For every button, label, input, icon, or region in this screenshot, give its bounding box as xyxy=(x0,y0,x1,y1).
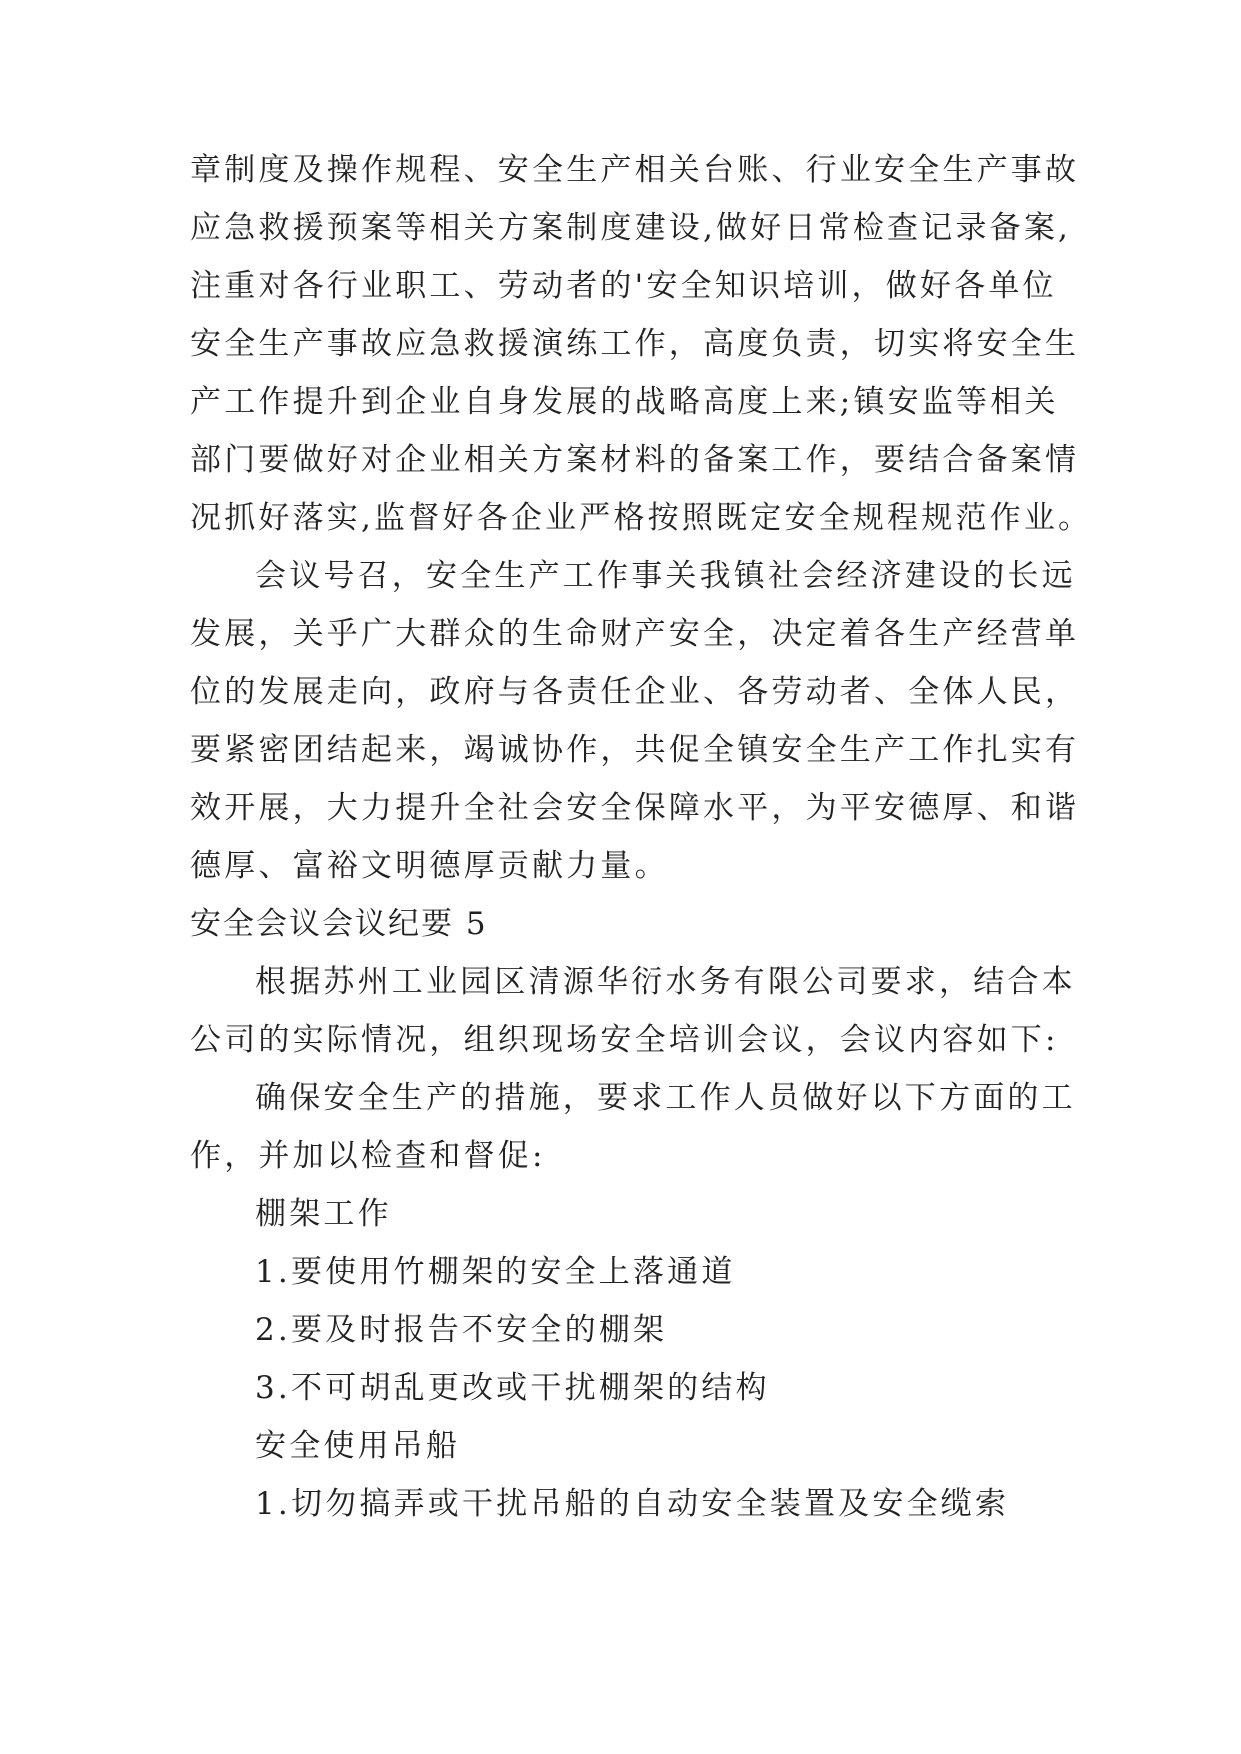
paragraph-line: 作，并加以检查和督促: xyxy=(190,1138,546,1174)
list-item: 1.切勿搞弄或干扰吊船的自动安全装置及安全缆索 xyxy=(255,1486,1010,1522)
paragraph-line: 产工作提升到企业自身发展的战略高度上来;镇安监等相关 xyxy=(190,384,1059,420)
paragraph-line: 确保安全生产的措施，要求工作人员做好以下方面的工 xyxy=(255,1080,1076,1116)
paragraph-line: 公司的实际情况，组织现场安全培训会议，会议内容如下: xyxy=(190,1022,1059,1058)
paragraph-line: 会议号召，安全生产工作事关我镇社会经济建设的长远 xyxy=(255,558,1076,594)
list-item: 1.要使用竹棚架的安全上落通道 xyxy=(255,1254,736,1290)
paragraph-line: 况抓好落实,监督好各企业严格按照既定安全规程规范作业。 xyxy=(190,500,1093,536)
paragraph-line: 效开展，大力提升全社会安全保障水平，为平安德厚、和谐 xyxy=(190,790,1080,826)
paragraph-line: 应急救援预案等相关方案制度建设,做好日常检查记录备案, xyxy=(190,210,1072,246)
list-item: 2.要及时报告不安全的棚架 xyxy=(255,1312,668,1348)
paragraph-line: 部门要做好对企业相关方案材料的备案工作，要结合备案情 xyxy=(190,442,1080,478)
subheading-gondola: 安全使用吊船 xyxy=(255,1428,461,1464)
section-heading: 安全会议会议纪要 5 xyxy=(190,906,488,942)
paragraph-line: 发展，关乎广大群众的生命财产安全，决定着各生产经营单 xyxy=(190,616,1080,652)
paragraph-line: 位的发展走向，政府与各责任企业、各劳动者、全体人民， xyxy=(190,674,1080,710)
paragraph-line: 章制度及操作规程、安全生产相关台账、行业安全生产事故 xyxy=(190,152,1080,188)
paragraph-line: 要紧密团结起来，竭诚协作，共促全镇安全生产工作扎实有 xyxy=(190,732,1080,768)
paragraph-line: 安全生产事故应急救援演练工作，高度负责，切实将安全生 xyxy=(190,326,1080,362)
subheading-scaffold: 棚架工作 xyxy=(255,1196,392,1232)
paragraph-line: 根据苏州工业园区清源华衍水务有限公司要求，结合本 xyxy=(255,964,1076,1000)
paragraph-line: 注重对各行业职工、劳动者的'安全知识培训，做好各单位 xyxy=(190,268,1057,304)
paragraph-line: 德厚、富裕文明德厚贡献力量。 xyxy=(190,848,669,884)
list-item: 3.不可胡乱更改或干扰棚架的结构 xyxy=(255,1370,770,1406)
